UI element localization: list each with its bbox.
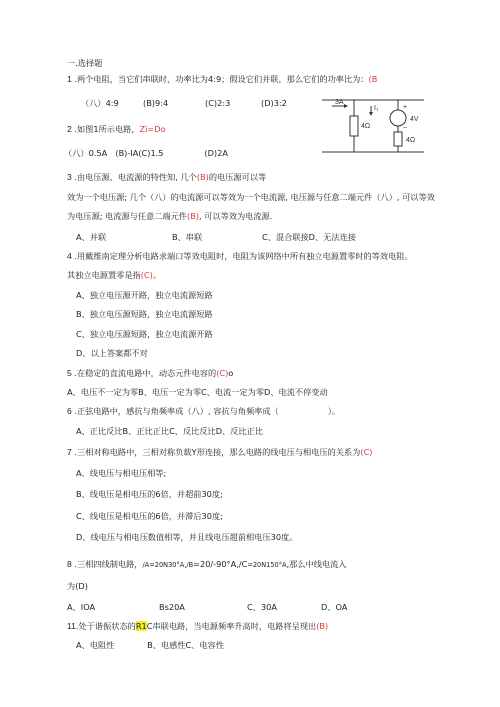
question-5 [67, 368, 233, 379]
question-7 [67, 447, 372, 458]
q8-line-2-text: 为 [67, 581, 76, 591]
plus-sign: + [403, 104, 408, 111]
option-b: B、串联 [172, 232, 203, 242]
question-number: 11 [67, 621, 76, 631]
q2-options: （八）0.5A (B)-IA(C)1.5 (D)2A [64, 148, 228, 158]
resistor-2 [394, 132, 402, 146]
current-source-label: 3A [335, 99, 344, 106]
q3-options [76, 232, 356, 243]
question-number: 8 [67, 559, 72, 569]
answer: (C) [360, 447, 373, 457]
question-text-tail: o [228, 368, 234, 378]
arrow-head-icon [369, 112, 373, 116]
q3-line-3 [67, 211, 272, 222]
expression-part-1: /A=20N30°A,/B [142, 561, 194, 569]
question-text-tail: ,那么中线电流入 [286, 559, 347, 569]
q5-options: A、电压不一定为零B、电压一定为零C、电流一定为零D、电流不停变动 [67, 387, 328, 397]
option-b: Bs20A [159, 602, 185, 612]
question-11 [67, 621, 328, 632]
question-6 [67, 406, 340, 417]
question-1 [67, 74, 377, 85]
q1-options [81, 98, 287, 109]
q11-options: A、电阻性 B、电感性C、电容性 [76, 640, 224, 650]
question-text: .用戴维南定理分析电路求端口等效电阻时，电阻为该网络中所有独立电源置零时的等效电阻。 [74, 251, 413, 261]
answer: (B) [187, 211, 200, 221]
question-text: .处于谐振状态的 [75, 621, 136, 631]
arrow-head-icon [344, 104, 348, 108]
question-text: .两个电阻，当它们串联时，功率比为4:9；假设它们并联，那么它们的功率比为： [74, 74, 369, 84]
q6-options: A、正比反比B、正比正比C、反比反比D、反比正比 [76, 426, 263, 436]
question-number: 3 [67, 172, 72, 182]
question-text: .正弦电路中，感抗与角频率成（八）, 容抗与角频率成（ ）。 [74, 406, 341, 416]
resistor-1-label: 4Ω [361, 123, 371, 130]
question-text: .三相对称电路中，三相对称负载Y形连接，那么电路的线电压与相电压的关系为 [74, 447, 361, 457]
answer-open: ( [368, 74, 372, 84]
circuit-diagram [318, 92, 438, 160]
answer: (C) [216, 368, 229, 378]
expression-part-3: =20N150°A [247, 561, 287, 569]
question-text-tail: 的电压源可以等 [208, 172, 267, 182]
option-d: D、OA [321, 602, 348, 612]
question-number: 7 [67, 447, 72, 457]
current-label: I₁ [374, 105, 379, 112]
section-title: 一.选择题 [67, 58, 103, 68]
question-number: 5 [67, 368, 72, 378]
q8-options [67, 602, 347, 613]
expression: Zi=Do [139, 124, 166, 134]
voltage-source-label: 4V [410, 116, 419, 123]
option-c: (C)2:3 [205, 98, 231, 108]
q7-option-c: C、线电压是相电压的6倍，并滞后30度; [76, 511, 223, 521]
option-a: A、并联 [76, 232, 107, 242]
q3-line-2: 效为一个电压源; 几个（八）的电流源可以等效为一个电流源, 电压源与任意二端元件（八）, 可以等效 [67, 192, 435, 202]
option-c: C、30A [247, 602, 277, 612]
resistor-2-label: 4Ω [406, 137, 416, 144]
question-text: .在稳定的直流电路中，动态元件电容的 [74, 368, 217, 378]
q4-option-a: A、独立电压源开路，独立电流源短路 [76, 290, 213, 300]
q4-option-c: C、独立电压源短路，独立电流源开路 [76, 329, 213, 339]
option-a: A、IOA [67, 602, 96, 612]
answer: B [371, 74, 378, 84]
question-8 [67, 559, 346, 571]
question-number: 2 [67, 124, 72, 134]
minus-sign: − [403, 125, 408, 132]
question-3 [67, 172, 266, 183]
question-text: .三相四线制电路， [74, 559, 143, 569]
highlight-r1: R1 [135, 621, 147, 631]
question-text: .如图1所示电路， [74, 124, 140, 134]
answer: (D) [75, 581, 88, 591]
q7-option-b: B、线电压是相电压的6倍，并超前30度; [76, 489, 223, 499]
option-c: C、混合联接D、无法连接 [262, 232, 356, 242]
option-a: （八）4:9 [81, 98, 119, 108]
resistor-1 [350, 116, 358, 136]
q7-option-a: A、线电压与相电压相等; [76, 468, 167, 478]
q4-option-b: B、独立电压源短路，独立电流源短路 [76, 309, 213, 319]
answer: (C) [140, 270, 153, 280]
option-d: (D)3:2 [261, 98, 287, 108]
q4-line-2 [67, 270, 161, 281]
q4-option-d: D、以上答案都不对 [76, 348, 148, 358]
option-b: (B)9:4 [143, 98, 169, 108]
question-number: 1 [67, 74, 72, 84]
q3-line-3-tail: , 可以等效为电流源. [199, 211, 273, 221]
question-4 [67, 251, 413, 262]
question-2 [67, 124, 166, 135]
q3-line-3-text: 为电压源; 电流源与任意二端元件 [67, 211, 187, 221]
question-text: .由电压源、电流源的特性知, 几个 [74, 172, 197, 182]
voltage-source [390, 110, 406, 126]
q4-line-2-tail: 。 [152, 270, 162, 280]
answer: (B) [316, 621, 329, 631]
expression-part-2: =20/-90°A,/C [193, 559, 248, 569]
question-number: 6 [67, 406, 72, 416]
q4-line-2-text: 其独立电源置零是指 [67, 270, 141, 280]
question-number: 4 [67, 251, 72, 261]
q8-line-2 [67, 581, 88, 592]
answer: (B) [196, 172, 209, 182]
question-text-tail: C串联电路，当电源频率升高时，电路将呈现出 [146, 621, 317, 631]
q7-option-d: D、线电压与相电压数值相等，并且线电压超前相电压30度。 [76, 532, 298, 542]
